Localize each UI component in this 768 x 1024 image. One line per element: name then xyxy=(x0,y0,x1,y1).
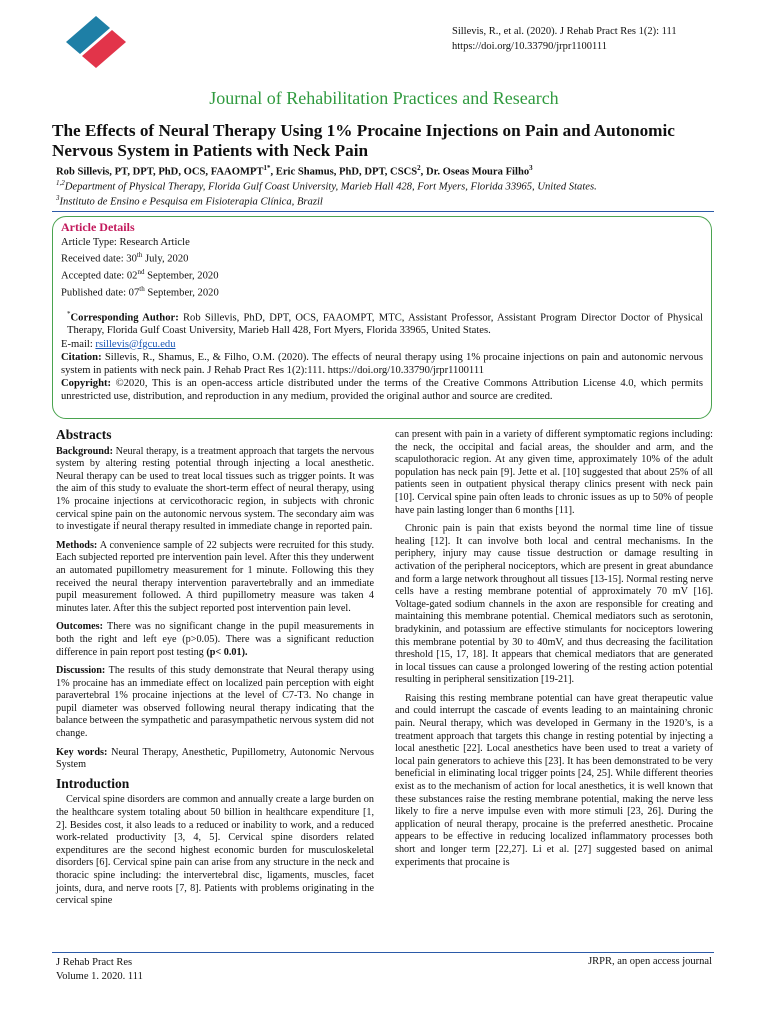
header-divider xyxy=(52,211,714,212)
intro-paragraph-1: Cervical spine disorders are common and annually create a large burden on the healthcare system totaling about 50 billion in healthcare expenditure [1, 2]. Besides cost, it also leads to a reduced or inability to work, and a reduced work-related productivity [3, 4, 5]. Cervical spine disorders related expenditures are the second highest economic burden for musculoskeletal disorders [6]. Cervical spine pain can arise from any structure in the neck and thoracic spine including: the intervertebral disc, ligaments, muscles, facet joints, dura, and nerve roots [7, 8]. Patients with problems originating in the cervical spine xyxy=(56,794,374,907)
keywords-text: Neural Therapy, Anesthetic, Pupillometry, Autonomic Nervous System xyxy=(56,746,374,771)
intro-paragraph-2: Chronic pain is pain that exists beyond the normal time line of tissue healing [12]. It can involve both local and central mechanisms. In the periphery, injury may cause tissue destruction or damage resulting in activation of the peripheral nociceptors, which are present in great abundance and form a large network throughout all tissues [13-15]. Normal resting nerve cells have a resting membrane potential of approximately 70 mV [16]. Voltage-gated sodium channels in the axon are responsible for creating and maintaining this membrane potential. Chemical mediators such as serotonin, bradykinin, and potassium are effective stimulants for nociceptors lowering this membrane potential by 30 to 40mV, and thus decreasing the facilitation threshold [15, 17, 18]. It appears that chemical mediators that are generated in local tissues can cause a prolonged lowering of the resting action potential resulting in peripheral sensitization [19-21]. xyxy=(395,523,713,686)
corresponding-author-label: Corresponding Author: xyxy=(70,312,179,324)
affiliation-1-text: Department of Physical Therapy, Florida Gulf Coast University, Marieb Hall 428, Fort Myers, Florida 33965, United States. xyxy=(64,181,597,193)
journal-logo xyxy=(60,12,132,72)
citation-label: Citation: xyxy=(61,351,102,363)
affiliation-2 xyxy=(56,194,726,208)
footer-journal: J Rehab Pract Res xyxy=(56,957,133,968)
header-citation xyxy=(452,24,677,54)
outcomes-label: Outcomes: xyxy=(56,621,103,633)
author-1-sup: 1* xyxy=(263,164,271,172)
article-title: The Effects of Neural Therapy Using 1% Procaine Injections on Pain and Autonomic Nervous System in Patients with Neck Pain xyxy=(52,121,675,160)
author-list xyxy=(56,164,726,178)
accepted-date-text: Accepted date: 02 xyxy=(61,270,138,282)
intro-paragraph-3: Raising this resting membrane potential can have great therapeutic value and could interrupt the cascade of events leading to an maintaining chronic pain. Neural therapy, which was developed in Germany in the 1920’s, is a treatment approach that targets this change in resting potential by injecting a local anesthetic [22]. Local anesthetics have been used to treat a variety of local pain generators to achieve this [23]. It has been demonstrated to be very beneficial in eliminating local trigger points [24, 25]. While different theories exist as to the mechanism of action for local anesthetics, it is well known that these substances raise the resting membrane potential, making the nerve less likely to fire a nerve impulse even with more stimuli [23, 26]. During the application of neural therapy, procaine is the preferred anesthetic. Procaine appears to be effective in reducing localized inflammatory processes both short and longer term [22,27]. Li et al. [27] suggested based on animal experiments that procaine is xyxy=(395,692,713,868)
published-date-month: September, 2020 xyxy=(144,287,219,299)
methods-label: Methods: xyxy=(56,539,98,551)
outcomes-text: There was no significant change in the pupil measurements in both the right and left eye (p>0.05). There was a significant reduction difference in pain report post testing xyxy=(56,621,374,658)
copyright xyxy=(61,377,703,403)
discussion-label: Discussion: xyxy=(56,665,106,677)
column-right xyxy=(395,429,713,875)
footer-left xyxy=(56,956,143,984)
footer-volume: Volume 1. 2020. 111 xyxy=(56,971,143,982)
email-link[interactable]: rsillevis@fgcu.edu xyxy=(95,338,176,350)
accepted-date-month: September, 2020 xyxy=(144,270,219,282)
copyright-label: Copyright: xyxy=(61,378,112,390)
footer-right: JRPR, an open access journal xyxy=(588,956,712,967)
article-details-heading: Article Details xyxy=(61,220,135,234)
received-date-sup: th xyxy=(136,251,143,260)
abstract-background xyxy=(56,446,374,534)
intro-paragraph-1-continued: can present with pain in a variety of different symptomatic regions including: the neck, the occipital and facial areas, the shoulder and arm, and the scapulothoracic region. At any given time, approximately 10% of the adult population has neck pain [9]. Jette et al. [10] suggested that about 25% of all patients seen in outpatient physical therapy clinics present with neck pain [10]. Cervical spine pain often leads to chronic issues as up to 50% of people have pain lasting longer than 6 months [11]. xyxy=(395,429,713,516)
journal-name: Journal of Rehabilitation Practices and Research xyxy=(209,88,559,108)
methods-text: A convenience sample of 22 subjects were recruited for this study. Each subjected reported pre intervention pain level. After this they underwent an automated pupillometry measurement for 1 minute. Following this they received the neural therapy intervention paravertebrally and an immediate pupil measurement followed. A third pupillometry measure was taken 4 minutes later. After this the subject reported post intervention pain level. xyxy=(56,539,374,614)
accepted-date xyxy=(61,266,703,283)
abstract-outcomes xyxy=(56,621,374,659)
column-left xyxy=(56,429,374,914)
background-text: Neural therapy, is a treatment approach that targets the nervous system by altering resting potential through injecting a local anesthetic. Neural therapy can be used to treat local tissues such as trigger points. It was the aim of this study to evaluate the short-term effect of neural therapy, using 1% procaine injections at cervicothoracic region, in subjects with chronic cervical spine pain on the autonomic nervous system. The secondary aim was to investigate if neural therapy resulted in immediate change in reported pain. xyxy=(56,445,374,533)
abstract-heading: Abstracts xyxy=(56,427,112,442)
discussion-text: The results of this study demonstrate that Neural therapy using 1% procaine has an immediate effect on localized pain perception with eight paravertebral 1% procaine injections at the level of C7-T3. No change in pupil diameter was observed following neural therapy indicating that the balance between the sympathetic and parasympathetic nervous system did not change. xyxy=(56,665,374,740)
received-date-month: July, 2020 xyxy=(142,253,189,265)
affiliation-1-sup: 1,2 xyxy=(56,179,65,187)
published-date-text: Published date: 07 xyxy=(61,287,140,299)
published-date xyxy=(61,283,703,300)
abstract-methods xyxy=(56,540,374,616)
email-line xyxy=(61,338,703,351)
keywords-label: Key words: xyxy=(56,746,108,758)
outcomes-pvalue: (p< 0.01). xyxy=(206,646,248,658)
corresponding-author-text: Rob Sillevis, PhD, DPT, OCS, FAAOMPT, MTC, Assistant Professor, Assistant Program Director Doctor of Physical Therapy, Florida Gulf Coast University, Marieb Hall 428, Fort Myers, Florida 33965, United States. xyxy=(67,312,703,337)
intro-heading: Introduction xyxy=(56,775,130,791)
corresponding-author: *Corresponding Author: Rob Sillevis, PhD, DPT, OCS, FAAOMPT, MTC, Assistant Professor, Assistant Program Director Doctor of Physical Therapy, Florida Gulf Coast University, Marieb Hall 428, Fort Myers, Florida 33965, United States. xyxy=(67,309,703,337)
email-label: E-mail: xyxy=(61,338,96,350)
accepted-date-sup: nd xyxy=(137,268,145,277)
citation xyxy=(61,351,703,377)
author-3-sup: 3 xyxy=(529,164,533,172)
affiliation-1 xyxy=(56,179,726,193)
copyright-text: ©2020, This is an open-access article distributed under the terms of the Creative Commons Attribution License 4.0, which permits unrestricted use, distribution, and reproduction in any medium, provided the original author and source are credited. xyxy=(61,378,703,403)
footer-divider xyxy=(52,952,714,953)
published-date-sup: th xyxy=(139,284,145,293)
article-details-box xyxy=(52,216,712,419)
affiliation-2-sup: 3 xyxy=(56,194,60,202)
affiliation-2-text: Instituto de Ensino e Pesquisa em Fisioterapia Clínica, Brazil xyxy=(59,196,323,208)
header-citation-line1: Sillevis, R., et al. (2020). J Rehab Pract Res 1(2): 111 xyxy=(452,26,677,37)
article-type: Article Type: Research Article xyxy=(61,237,190,249)
header-doi[interactable]: https://doi.org/10.33790/jrpr1100111 xyxy=(452,41,607,52)
citation-text: Sillevis, R., Shamus, E., & Filho, O.M. (2020). The effects of neural therapy using 1% procaine injections on pain and autonomic nervous system in patients with neck pain. J Rehab Pract Res 1(2):111. https://doi.org/10.33790/jrpr1100111 xyxy=(61,351,703,376)
abstract-discussion xyxy=(56,665,374,741)
received-date xyxy=(61,249,703,266)
received-date-text: Received date: 30 xyxy=(61,253,137,265)
author-1: Rob Sillevis, PT, DPT, PhD, OCS, FAAOMPT xyxy=(56,166,264,178)
background-label: Background: xyxy=(56,445,113,457)
keywords xyxy=(56,747,374,772)
author-2-sup: 2 xyxy=(417,164,421,172)
author-2: , Eric Shamus, PhD, DPT, CSCS xyxy=(270,166,418,178)
author-3: , Dr. Oseas Moura Filho xyxy=(420,166,530,178)
